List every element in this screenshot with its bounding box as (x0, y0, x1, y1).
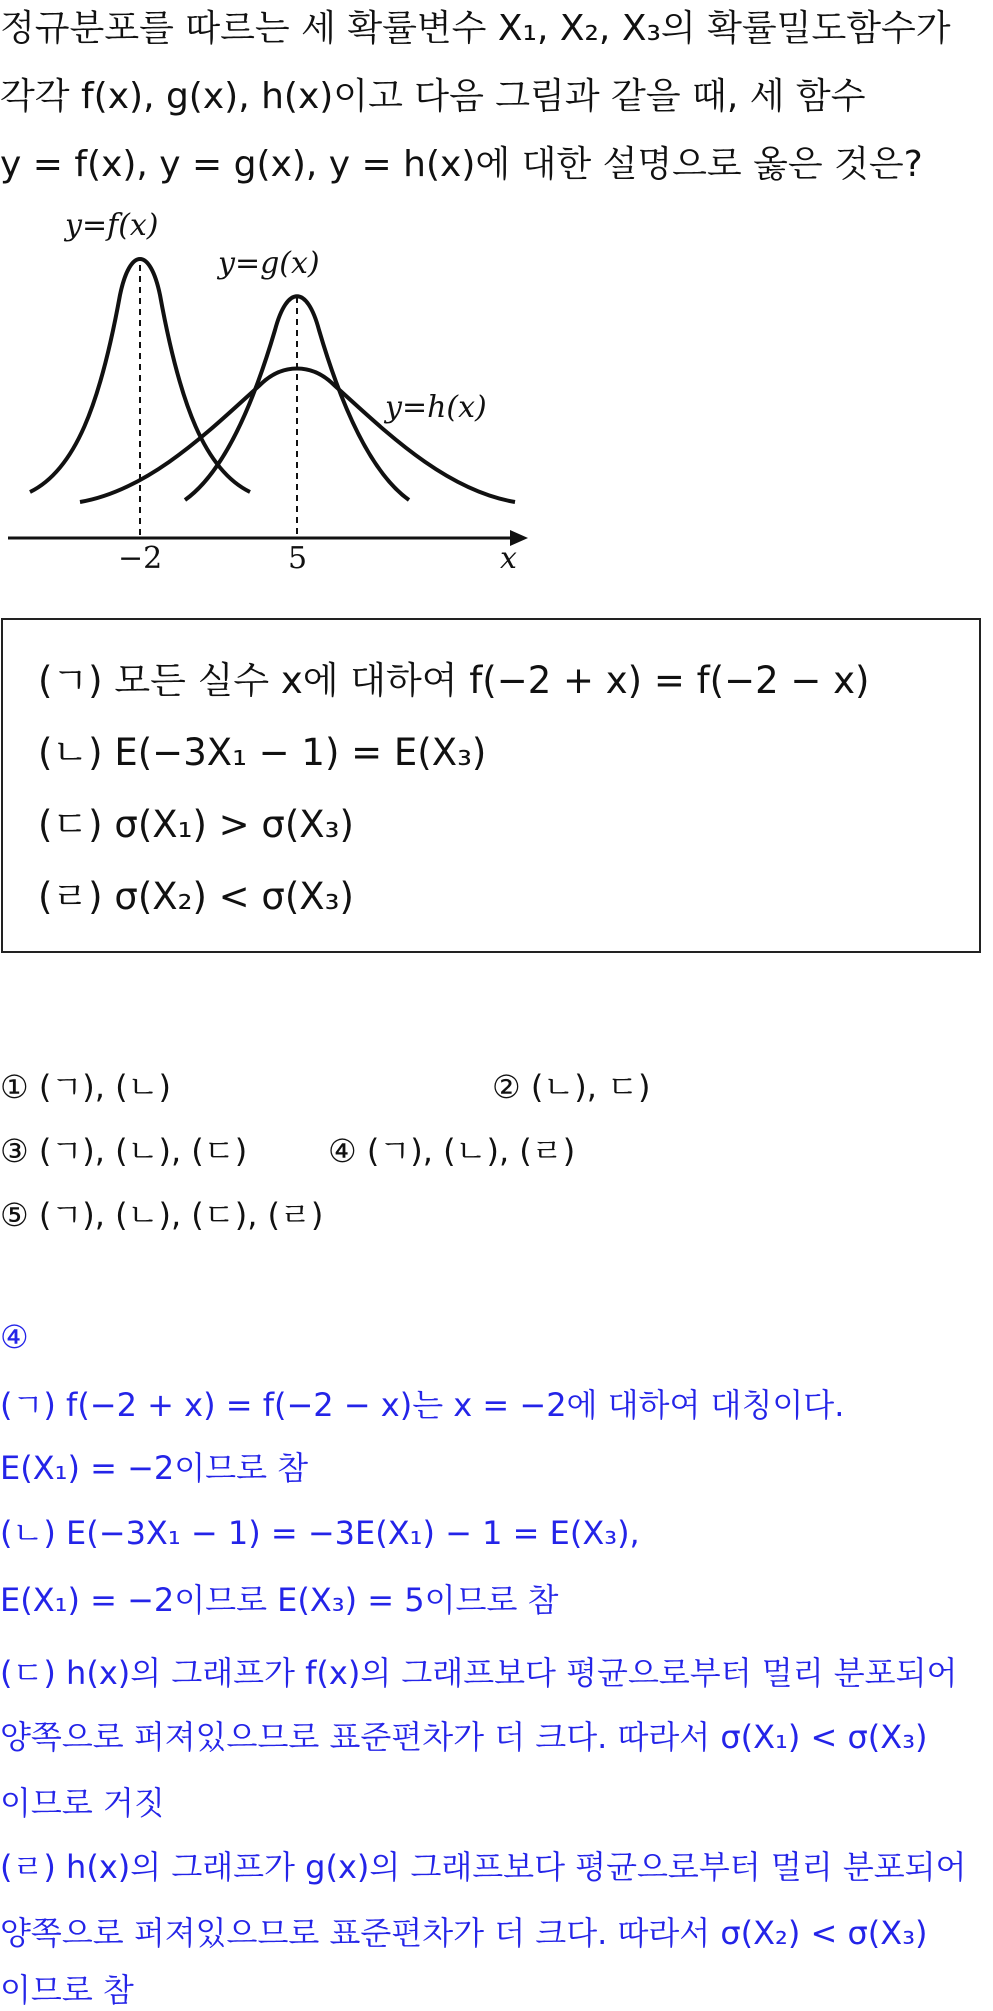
solution-line-6: 양쪽으로 퍼져있으므로 표준편차가 더 크다. 따라서 σ(X₁) < σ(X₃) (0, 1718, 928, 1756)
solution-line-4: E(X₁) = −2이므로 E(X₃) = 5이므로 참 (0, 1581, 559, 1619)
density-graph (0, 205, 560, 585)
statement-d: (ㄹ) σ(X₂) < σ(X₃) (38, 875, 354, 918)
solution-line-8: (ㄹ) h(x)의 그래프가 g(x)의 그래프보다 평균으로부터 멀리 분포되어 (0, 1848, 967, 1886)
choice-3[interactable]: ③ (ㄱ), (ㄴ), (ㄷ) (0, 1132, 248, 1170)
label-h: y=h(x) (385, 390, 487, 425)
statement-a: (ㄱ) 모든 실수 x에 대하여 f(−2 + x) = f(−2 − x) (38, 659, 870, 702)
label-f: y=f(x) (65, 208, 159, 243)
solution-line-1: (ㄱ) f(−2 + x) = f(−2 − x)는 x = −2에 대하여 대칭이다. (0, 1386, 845, 1424)
statement-b: (ㄴ) E(−3X₁ − 1) = E(X₃) (38, 731, 487, 774)
tick-label-2: 5 (288, 541, 308, 576)
statement-box (1, 618, 981, 953)
question-line-1: 정규분포를 따르는 세 확률변수 X₁, X₂, X₃의 확률밀도함수가 (0, 8, 951, 49)
solution-line-9: 양쪽으로 퍼져있으므로 표준편차가 더 크다. 따라서 σ(X₂) < σ(X₃) (0, 1914, 928, 1952)
solution-answer: ④ (0, 1318, 29, 1356)
question-line-3: y = f(x), y = g(x), y = h(x)에 대한 설명으로 옳은 것은? (0, 144, 923, 185)
solution-line-10: 이므로 참 (0, 1971, 134, 2009)
choice-4[interactable]: ④ (ㄱ), (ㄴ), (ㄹ) (328, 1132, 576, 1170)
solution-line-2: E(X₁) = −2이므로 참 (0, 1449, 309, 1487)
axis-label-x: x (500, 541, 517, 576)
question-line-2: 각각 f(x), g(x), h(x)이고 다음 그림과 같을 때, 세 함수 (0, 76, 866, 117)
choice-2[interactable]: ② (ㄴ), ㄷ) (492, 1068, 651, 1106)
choice-5[interactable]: ⑤ (ㄱ), (ㄴ), (ㄷ), (ㄹ) (0, 1196, 324, 1234)
solution-line-7: 이므로 거짓 (0, 1784, 165, 1822)
tick-label-1: −2 (118, 541, 163, 576)
statement-c: (ㄷ) σ(X₁) > σ(X₃) (38, 803, 354, 846)
choice-1[interactable]: ① (ㄱ), (ㄴ) (0, 1068, 171, 1106)
solution-line-3: (ㄴ) E(−3X₁ − 1) = −3E(X₁) − 1 = E(X₃), (0, 1514, 640, 1552)
label-g: y=g(x) (218, 246, 320, 281)
solution-line-5: (ㄷ) h(x)의 그래프가 f(x)의 그래프보다 평균으로부터 멀리 분포되어 (0, 1654, 958, 1692)
